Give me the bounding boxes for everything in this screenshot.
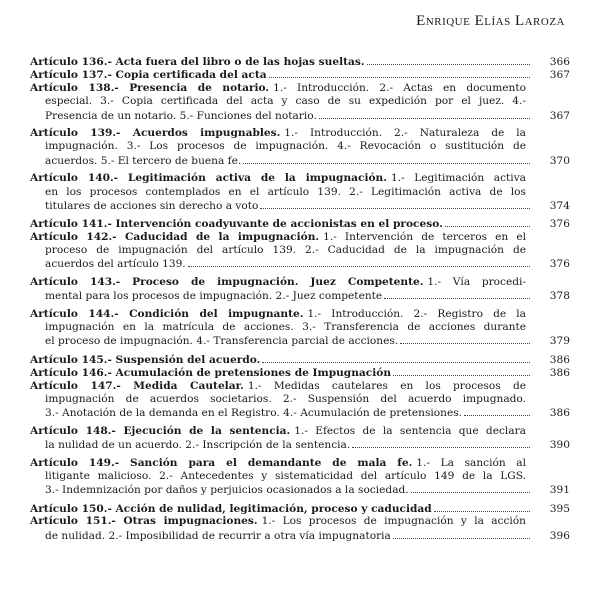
- toc-line: [30, 172, 570, 185]
- dot-leader: [464, 406, 530, 416]
- toc-line: [30, 321, 570, 334]
- dot-leader: [445, 217, 530, 227]
- toc-line: [30, 529, 570, 542]
- toc-line: [30, 231, 570, 244]
- toc-line-text: [30, 503, 432, 516]
- toc-line-text: [30, 425, 526, 438]
- dot-leader: [319, 109, 530, 119]
- toc-entry-title[interactable]: Artículo 143.- Proceso de impugnación. Juez Competente.: [30, 275, 424, 288]
- toc-entry-title[interactable]: Artículo 149.- Sanción para el demandante de mala fe.: [30, 456, 413, 469]
- page-number[interactable]: 396: [549, 529, 570, 542]
- dot-leader: [411, 483, 530, 493]
- page-number[interactable]: 386: [549, 407, 570, 420]
- toc-line-text: mental para los procesos de impugnación. 2.- Juez competente: [45, 290, 383, 303]
- toc-line-text: proceso de impugnación del artículo 139. 2.- Caducidad de la impugnación de: [45, 244, 526, 257]
- toc-line: [30, 515, 570, 528]
- toc-line: [30, 393, 570, 406]
- toc-line: [30, 217, 570, 230]
- toc-entry[interactable]: [30, 172, 570, 212]
- page-number[interactable]: 390: [549, 439, 570, 452]
- page-number[interactable]: 376: [549, 218, 570, 231]
- toc-line-text: [30, 82, 526, 95]
- toc-line: [30, 470, 570, 483]
- toc-line: [30, 55, 570, 68]
- toc-entry-title[interactable]: Artículo 137.- Copia certificada del acta: [30, 69, 267, 82]
- dot-leader: [262, 353, 530, 363]
- toc-entry[interactable]: [30, 231, 570, 271]
- toc-line: [30, 95, 570, 108]
- toc-line-text: litigante malicioso. 2.- Antecedentes y sistematicidad del artículo 149 de la LGS.: [45, 469, 526, 482]
- toc-line-text: impugnación. 3.- Los procesos de impugnación. 4.- Revocación o sustitución de: [45, 140, 526, 153]
- toc-entry[interactable]: [30, 380, 570, 420]
- toc-line-text: Presencia de un notario. 5.- Funciones del notario.: [45, 109, 317, 122]
- toc-line: [30, 186, 570, 199]
- toc-line: [30, 82, 570, 95]
- toc-entry-title[interactable]: Artículo 142.- Caducidad de la impugnación.: [30, 230, 320, 243]
- toc-line: [30, 68, 570, 81]
- page-number[interactable]: 386: [549, 367, 570, 380]
- dot-leader: [188, 257, 530, 267]
- running-header-author: Enrique Elías Laroza: [416, 13, 565, 29]
- toc-entry[interactable]: [30, 366, 570, 379]
- toc-line: [30, 276, 570, 289]
- toc-line: [30, 380, 570, 393]
- dot-leader: [352, 438, 530, 448]
- toc-line: [30, 199, 570, 212]
- toc-line: [30, 425, 570, 438]
- toc-line-text: impugnación de acuerdos societarios. 2.- Suspensión del acuerdo impugnado.: [45, 392, 526, 405]
- toc-line-text: 3.- Anotación de la demanda en el Registro. 4.- Acumulación de pretensiones.: [45, 407, 463, 420]
- page-number[interactable]: 395: [549, 502, 570, 515]
- toc-line: [30, 366, 570, 379]
- toc-line: [30, 502, 570, 515]
- toc-entry[interactable]: [30, 55, 570, 68]
- toc-entry-subtopics: 1.- Los procesos de impugnación y la acción: [261, 515, 526, 528]
- toc-line-text: [30, 457, 526, 470]
- page-number[interactable]: 391: [549, 484, 570, 497]
- toc-entry[interactable]: [30, 68, 570, 81]
- page-number[interactable]: 379: [549, 335, 570, 348]
- dot-leader: [393, 529, 530, 539]
- toc-line: [30, 289, 570, 302]
- toc-entry[interactable]: [30, 502, 570, 515]
- page-number[interactable]: 366: [549, 56, 570, 68]
- page-number[interactable]: 378: [549, 290, 570, 303]
- toc-entry-title[interactable]: Artículo 136.- Acta fuera del libro o de las hojas sueltas.: [30, 56, 365, 68]
- toc-entry-title[interactable]: Artículo 141.- Intervención coadyuvante de accionistas en el proceso.: [30, 218, 443, 231]
- page-number[interactable]: 370: [549, 154, 570, 167]
- toc-line-text: 3.- Indemnización por daños y perjuicios ocasionados a la sociedad.: [45, 484, 409, 497]
- toc-entry-subtopics: 1.- Efectos de la sentencia que declara: [294, 424, 526, 437]
- toc-entry-subtopics: 1.- Introducción. 2.- Naturaleza de la: [284, 126, 526, 139]
- toc-line: [30, 457, 570, 470]
- dot-leader: [269, 68, 530, 78]
- toc-line-text: [30, 56, 365, 69]
- toc-line-text: la nulidad de un acuerdo. 2.- Inscripción de la sentencia.: [45, 439, 351, 452]
- toc-line: [30, 353, 570, 366]
- toc-entry-title[interactable]: Artículo 138.- Presencia de notario.: [30, 81, 270, 94]
- toc-entry-title[interactable]: Artículo 140.- Legitimación activa de la impugnación.: [30, 172, 387, 185]
- toc-entry-title[interactable]: Artículo 144.- Condición del impugnante.: [30, 307, 304, 320]
- toc-line: [30, 244, 570, 257]
- toc-line-text: [30, 308, 526, 321]
- toc-line: [30, 438, 570, 451]
- toc-entry-title[interactable]: Artículo 147.- Medida Cautelar.: [30, 379, 244, 392]
- toc-entry-title[interactable]: Artículo 139.- Acuerdos impugnables.: [30, 126, 281, 139]
- toc-line: [30, 257, 570, 270]
- toc-entry[interactable]: [30, 127, 570, 167]
- toc-entry-subtopics: 1.- Vía procedi-: [427, 275, 526, 288]
- toc-line-text: titulares de acciones sin derecho a voto: [45, 199, 259, 212]
- toc-entry-subtopics: 1.- La sanción al: [416, 456, 526, 469]
- toc-line: [30, 154, 570, 167]
- dot-leader: [384, 289, 530, 299]
- dot-leader: [400, 334, 530, 344]
- toc-line: [30, 127, 570, 140]
- toc-line-text: acuerdos. 5.- El tercero de buena fe.: [45, 154, 242, 167]
- toc-entry[interactable]: [30, 82, 570, 122]
- toc-entry-title[interactable]: Artículo 148.- Ejecución de la sentencia.: [30, 424, 291, 437]
- dot-leader: [434, 502, 530, 512]
- toc-entry[interactable]: [30, 515, 570, 542]
- toc-line-text: [30, 69, 267, 82]
- toc-entry-subtopics: 1.- Introducción. 2.- Actas en documento: [273, 81, 526, 94]
- toc-entry-title[interactable]: Artículo 146.- Acumulación de pretensiones de Impugnación: [30, 367, 392, 380]
- toc-line-text: [30, 354, 260, 367]
- toc-line-text: acuerdos del artículo 139.: [45, 258, 186, 271]
- toc-line-text: impugnación en la matrícula de acciones. 3.- Transferencia de acciones durante: [45, 321, 526, 334]
- page-number[interactable]: 376: [549, 258, 570, 271]
- toc-line-text: [30, 127, 526, 140]
- toc-entry-subtopics: 1.- Introducción. 2.- Registro de la: [307, 307, 526, 320]
- toc-line: [30, 140, 570, 153]
- toc-entry[interactable]: [30, 353, 570, 366]
- toc-line-text: de nulidad. 2.- Imposibilidad de recurrir a otra vía impugnatoria: [45, 529, 391, 542]
- toc-entry-title[interactable]: Artículo 145.- Suspensión del acuerdo.: [30, 353, 261, 366]
- dot-leader: [367, 55, 530, 65]
- toc-line-text: especial. 3.- Copia certificada del acta y caso de su expedición por el juez. 4.-: [45, 95, 526, 108]
- page-number[interactable]: 367: [549, 69, 570, 82]
- toc-line: [30, 308, 570, 321]
- toc-entry[interactable]: [30, 276, 570, 303]
- table-of-contents: [30, 55, 570, 542]
- dot-leader: [260, 199, 530, 209]
- toc-entry[interactable]: [30, 217, 570, 230]
- toc-line-text: [30, 380, 526, 393]
- toc-line: [30, 406, 570, 419]
- page-number[interactable]: 386: [549, 353, 570, 366]
- toc-entry-title[interactable]: Artículo 150.- Acción de nulidad, legitimación, proceso y caducidad: [30, 502, 432, 515]
- toc-entry-subtopics: 1.- Medidas cautelares en los procesos de: [247, 379, 526, 392]
- toc-line: [30, 109, 570, 122]
- toc-line-text: el proceso de impugnación. 4.- Transferencia parcial de acciones.: [45, 335, 399, 348]
- dot-leader: [393, 366, 530, 376]
- toc-line-text: [30, 515, 526, 528]
- toc-line-text: [30, 172, 526, 185]
- toc-line-text: [30, 231, 526, 244]
- toc-entry-subtopics: 1.- Legitimación activa: [390, 172, 526, 185]
- toc-entry-title[interactable]: Artículo 151.- Otras impugnaciones.: [30, 515, 258, 528]
- toc-line-text: en los procesos contemplados en el artículo 139. 2.- Legitimación activa de los: [45, 185, 526, 198]
- page-number[interactable]: 374: [549, 199, 570, 212]
- toc-entry[interactable]: [30, 308, 570, 348]
- page-number[interactable]: 367: [549, 109, 570, 122]
- toc-line: [30, 334, 570, 347]
- toc-line-text: [30, 218, 443, 231]
- toc-entry[interactable]: [30, 425, 570, 452]
- dot-leader: [243, 154, 530, 164]
- toc-entry[interactable]: [30, 457, 570, 497]
- toc-line-text: [30, 367, 391, 380]
- toc-line: [30, 483, 570, 496]
- toc-entry-subtopics: 1.- Intervención de terceros en el: [323, 230, 526, 243]
- toc-line-text: [30, 276, 526, 289]
